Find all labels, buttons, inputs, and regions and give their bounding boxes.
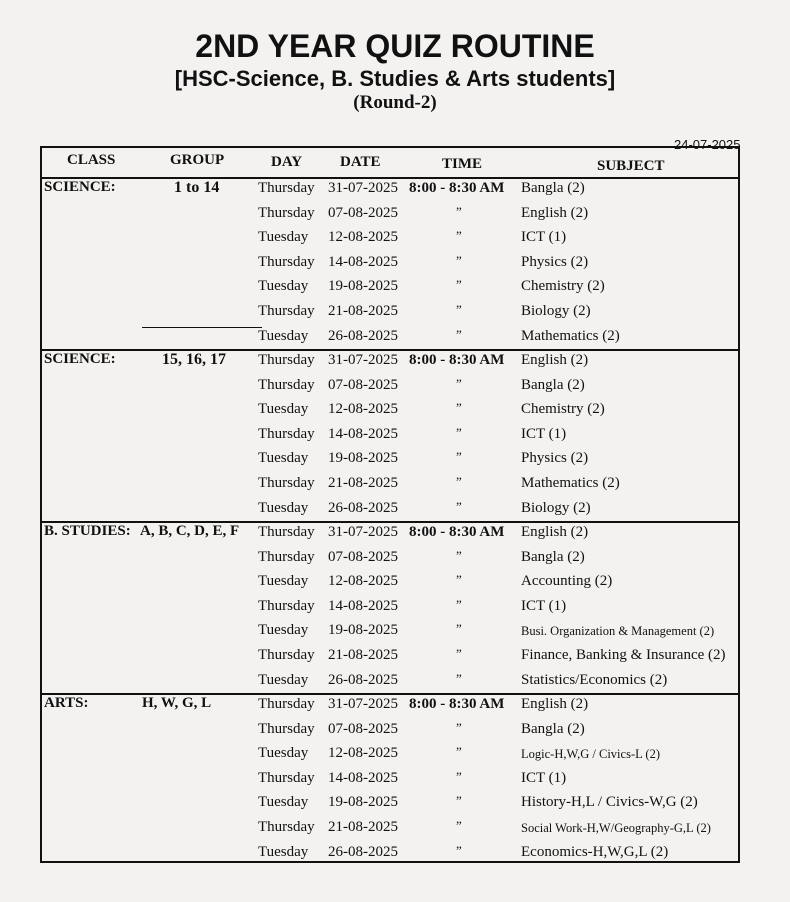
row-day: Tuesday	[258, 671, 309, 688]
row-subject: Logic-H,W,G / Civics-L (2)	[521, 747, 660, 762]
row-date: 21-08-2025	[328, 303, 398, 319]
row-subject: ICT (1)	[521, 425, 567, 442]
header-rule	[42, 177, 740, 179]
row-time: 8:00 - 8:30 AM	[409, 524, 505, 540]
row-subject: English (2)	[521, 696, 589, 712]
routine-table	[40, 146, 740, 863]
row-time-ditto: ”	[456, 424, 463, 440]
row-day: Thursday	[258, 376, 315, 393]
row-date: 19-08-2025	[328, 622, 398, 639]
row-day: Thursday	[258, 204, 315, 221]
row-time-ditto: ”	[456, 449, 463, 465]
row-date: 31-07-2025	[328, 696, 398, 712]
section-rule	[42, 349, 740, 351]
row-subject: Bangla (2)	[521, 376, 585, 393]
group-rule	[142, 327, 262, 328]
row-time-ditto: ”	[456, 203, 463, 219]
col-date: DATE	[340, 154, 381, 170]
row-time-ditto: ”	[456, 375, 463, 391]
row-day: Thursday	[258, 769, 315, 786]
row-date: 14-08-2025	[328, 425, 398, 442]
section-class: ARTS:	[44, 695, 89, 711]
row-subject: Busi. Organization & Management (2)	[521, 624, 715, 639]
row-subject: Biology (2)	[521, 303, 591, 319]
row-date: 07-08-2025	[328, 204, 398, 221]
row-subject: Bangla (2)	[521, 720, 585, 737]
row-day: Tuesday	[258, 327, 309, 344]
row-date: 12-08-2025	[328, 745, 398, 762]
round-label: (Round-2)	[353, 92, 437, 113]
row-day: Thursday	[258, 303, 315, 319]
row-day: Tuesday	[258, 794, 309, 811]
issue-date: 24-07-2025	[674, 137, 741, 152]
row-subject: Biology (2)	[521, 499, 591, 516]
row-date: 19-08-2025	[328, 450, 398, 467]
row-subject: Finance, Banking & Insurance (2)	[521, 647, 726, 663]
row-time-ditto: ”	[456, 596, 463, 612]
row-day: Thursday	[258, 425, 315, 442]
row-time: 8:00 - 8:30 AM	[409, 352, 505, 368]
row-date: 14-08-2025	[328, 597, 398, 614]
row-subject: English (2)	[521, 524, 589, 540]
section-class: B. STUDIES:	[44, 523, 131, 539]
col-subject: SUBJECT	[597, 158, 665, 174]
row-date: 14-08-2025	[328, 253, 398, 270]
page-subtitle: [HSC-Science, B. Studies & Arts students]	[174, 66, 616, 91]
row-date: 07-08-2025	[328, 376, 398, 393]
row-day: Thursday	[258, 548, 315, 565]
row-day: Thursday	[258, 180, 315, 196]
row-date: 12-08-2025	[328, 229, 398, 246]
section-class: SCIENCE:	[44, 179, 116, 195]
row-time: 8:00 - 8:30 AM	[409, 696, 505, 712]
section-group: 1 to 14	[174, 179, 220, 196]
row-subject: Mathematics (2)	[521, 327, 620, 344]
row-time-ditto: ”	[456, 768, 463, 784]
row-time-ditto: ”	[456, 474, 463, 489]
row-date: 14-08-2025	[328, 769, 398, 786]
section-group: H, W, G, L	[142, 695, 212, 711]
col-time: TIME	[442, 156, 483, 172]
section-group: A, B, C, D, E, F	[140, 523, 240, 539]
row-date: 31-07-2025	[328, 352, 398, 368]
row-date: 21-08-2025	[328, 475, 398, 491]
row-date: 21-08-2025	[328, 819, 398, 835]
row-subject: Economics-H,W,G,L (2)	[521, 843, 669, 860]
row-time-ditto: ”	[456, 228, 463, 244]
row-subject: ICT (1)	[521, 229, 567, 246]
row-day: Tuesday	[258, 843, 309, 860]
row-subject: Physics (2)	[521, 253, 589, 270]
row-day: Thursday	[258, 524, 315, 540]
row-time-ditto: ”	[456, 621, 463, 637]
row-subject: Physics (2)	[521, 450, 589, 467]
row-time-ditto: ”	[456, 646, 463, 661]
row-time-ditto: ”	[456, 670, 463, 686]
row-day: Tuesday	[258, 745, 309, 762]
row-subject: Chemistry (2)	[521, 401, 605, 418]
row-date: 12-08-2025	[328, 573, 398, 590]
row-time-ditto: ”	[456, 744, 463, 760]
row-day: Thursday	[258, 696, 315, 712]
row-subject: Social Work-H,W/Geography-G,L (2)	[521, 821, 711, 835]
row-day: Thursday	[258, 597, 315, 614]
col-group: GROUP	[170, 152, 225, 168]
row-day: Tuesday	[258, 573, 309, 590]
row-subject: Accounting (2)	[521, 573, 613, 590]
section-class: SCIENCE:	[44, 351, 116, 367]
row-date: 31-07-2025	[328, 524, 398, 540]
row-time-ditto: ”	[456, 302, 463, 317]
row-time-ditto: ”	[456, 498, 463, 514]
row-time-ditto: ”	[456, 326, 463, 342]
row-date: 19-08-2025	[328, 794, 398, 811]
row-date: 19-08-2025	[328, 278, 398, 295]
row-date: 26-08-2025	[328, 843, 398, 860]
row-day: Tuesday	[258, 401, 309, 418]
row-day: Thursday	[258, 819, 315, 835]
row-time-ditto: ”	[456, 842, 463, 858]
row-time-ditto: ”	[456, 400, 463, 416]
page-title: 2ND YEAR QUIZ ROUTINE	[195, 28, 595, 64]
row-subject: Statistics/Economics (2)	[521, 671, 668, 688]
section-group: 15, 16, 17	[162, 351, 226, 368]
row-date: 26-08-2025	[328, 327, 398, 344]
row-subject: Chemistry (2)	[521, 278, 605, 295]
col-day: DAY	[271, 154, 303, 170]
row-day: Tuesday	[258, 278, 309, 295]
row-subject: Mathematics (2)	[521, 475, 620, 491]
row-time-ditto: ”	[456, 547, 463, 563]
row-date: 26-08-2025	[328, 499, 398, 516]
col-class: CLASS	[67, 152, 116, 168]
row-day: Tuesday	[258, 499, 309, 516]
row-day: Thursday	[258, 253, 315, 270]
row-day: Thursday	[258, 647, 315, 663]
row-time-ditto: ”	[456, 793, 463, 809]
row-date: 12-08-2025	[328, 401, 398, 418]
row-date: 26-08-2025	[328, 671, 398, 688]
row-time-ditto: ”	[456, 277, 463, 293]
row-day: Tuesday	[258, 622, 309, 639]
row-date: 07-08-2025	[328, 720, 398, 737]
row-subject: English (2)	[521, 352, 589, 368]
row-date: 07-08-2025	[328, 548, 398, 565]
row-day: Tuesday	[258, 450, 309, 467]
row-subject: Bangla (2)	[521, 180, 585, 196]
row-time-ditto: ”	[456, 572, 463, 588]
row-day: Tuesday	[258, 229, 309, 246]
row-date: 31-07-2025	[328, 180, 398, 196]
row-day: Thursday	[258, 720, 315, 737]
row-time-ditto: ”	[456, 719, 463, 735]
row-subject: ICT (1)	[521, 597, 567, 614]
row-subject: ICT (1)	[521, 769, 567, 786]
row-date: 21-08-2025	[328, 647, 398, 663]
row-time: 8:00 - 8:30 AM	[409, 180, 505, 196]
row-time-ditto: ”	[456, 818, 463, 833]
row-day: Thursday	[258, 352, 315, 368]
row-day: Thursday	[258, 475, 315, 491]
row-subject: Bangla (2)	[521, 548, 585, 565]
row-subject: History-H,L / Civics-W,G (2)	[521, 794, 698, 811]
row-time-ditto: ”	[456, 252, 463, 268]
row-subject: English (2)	[521, 204, 589, 221]
